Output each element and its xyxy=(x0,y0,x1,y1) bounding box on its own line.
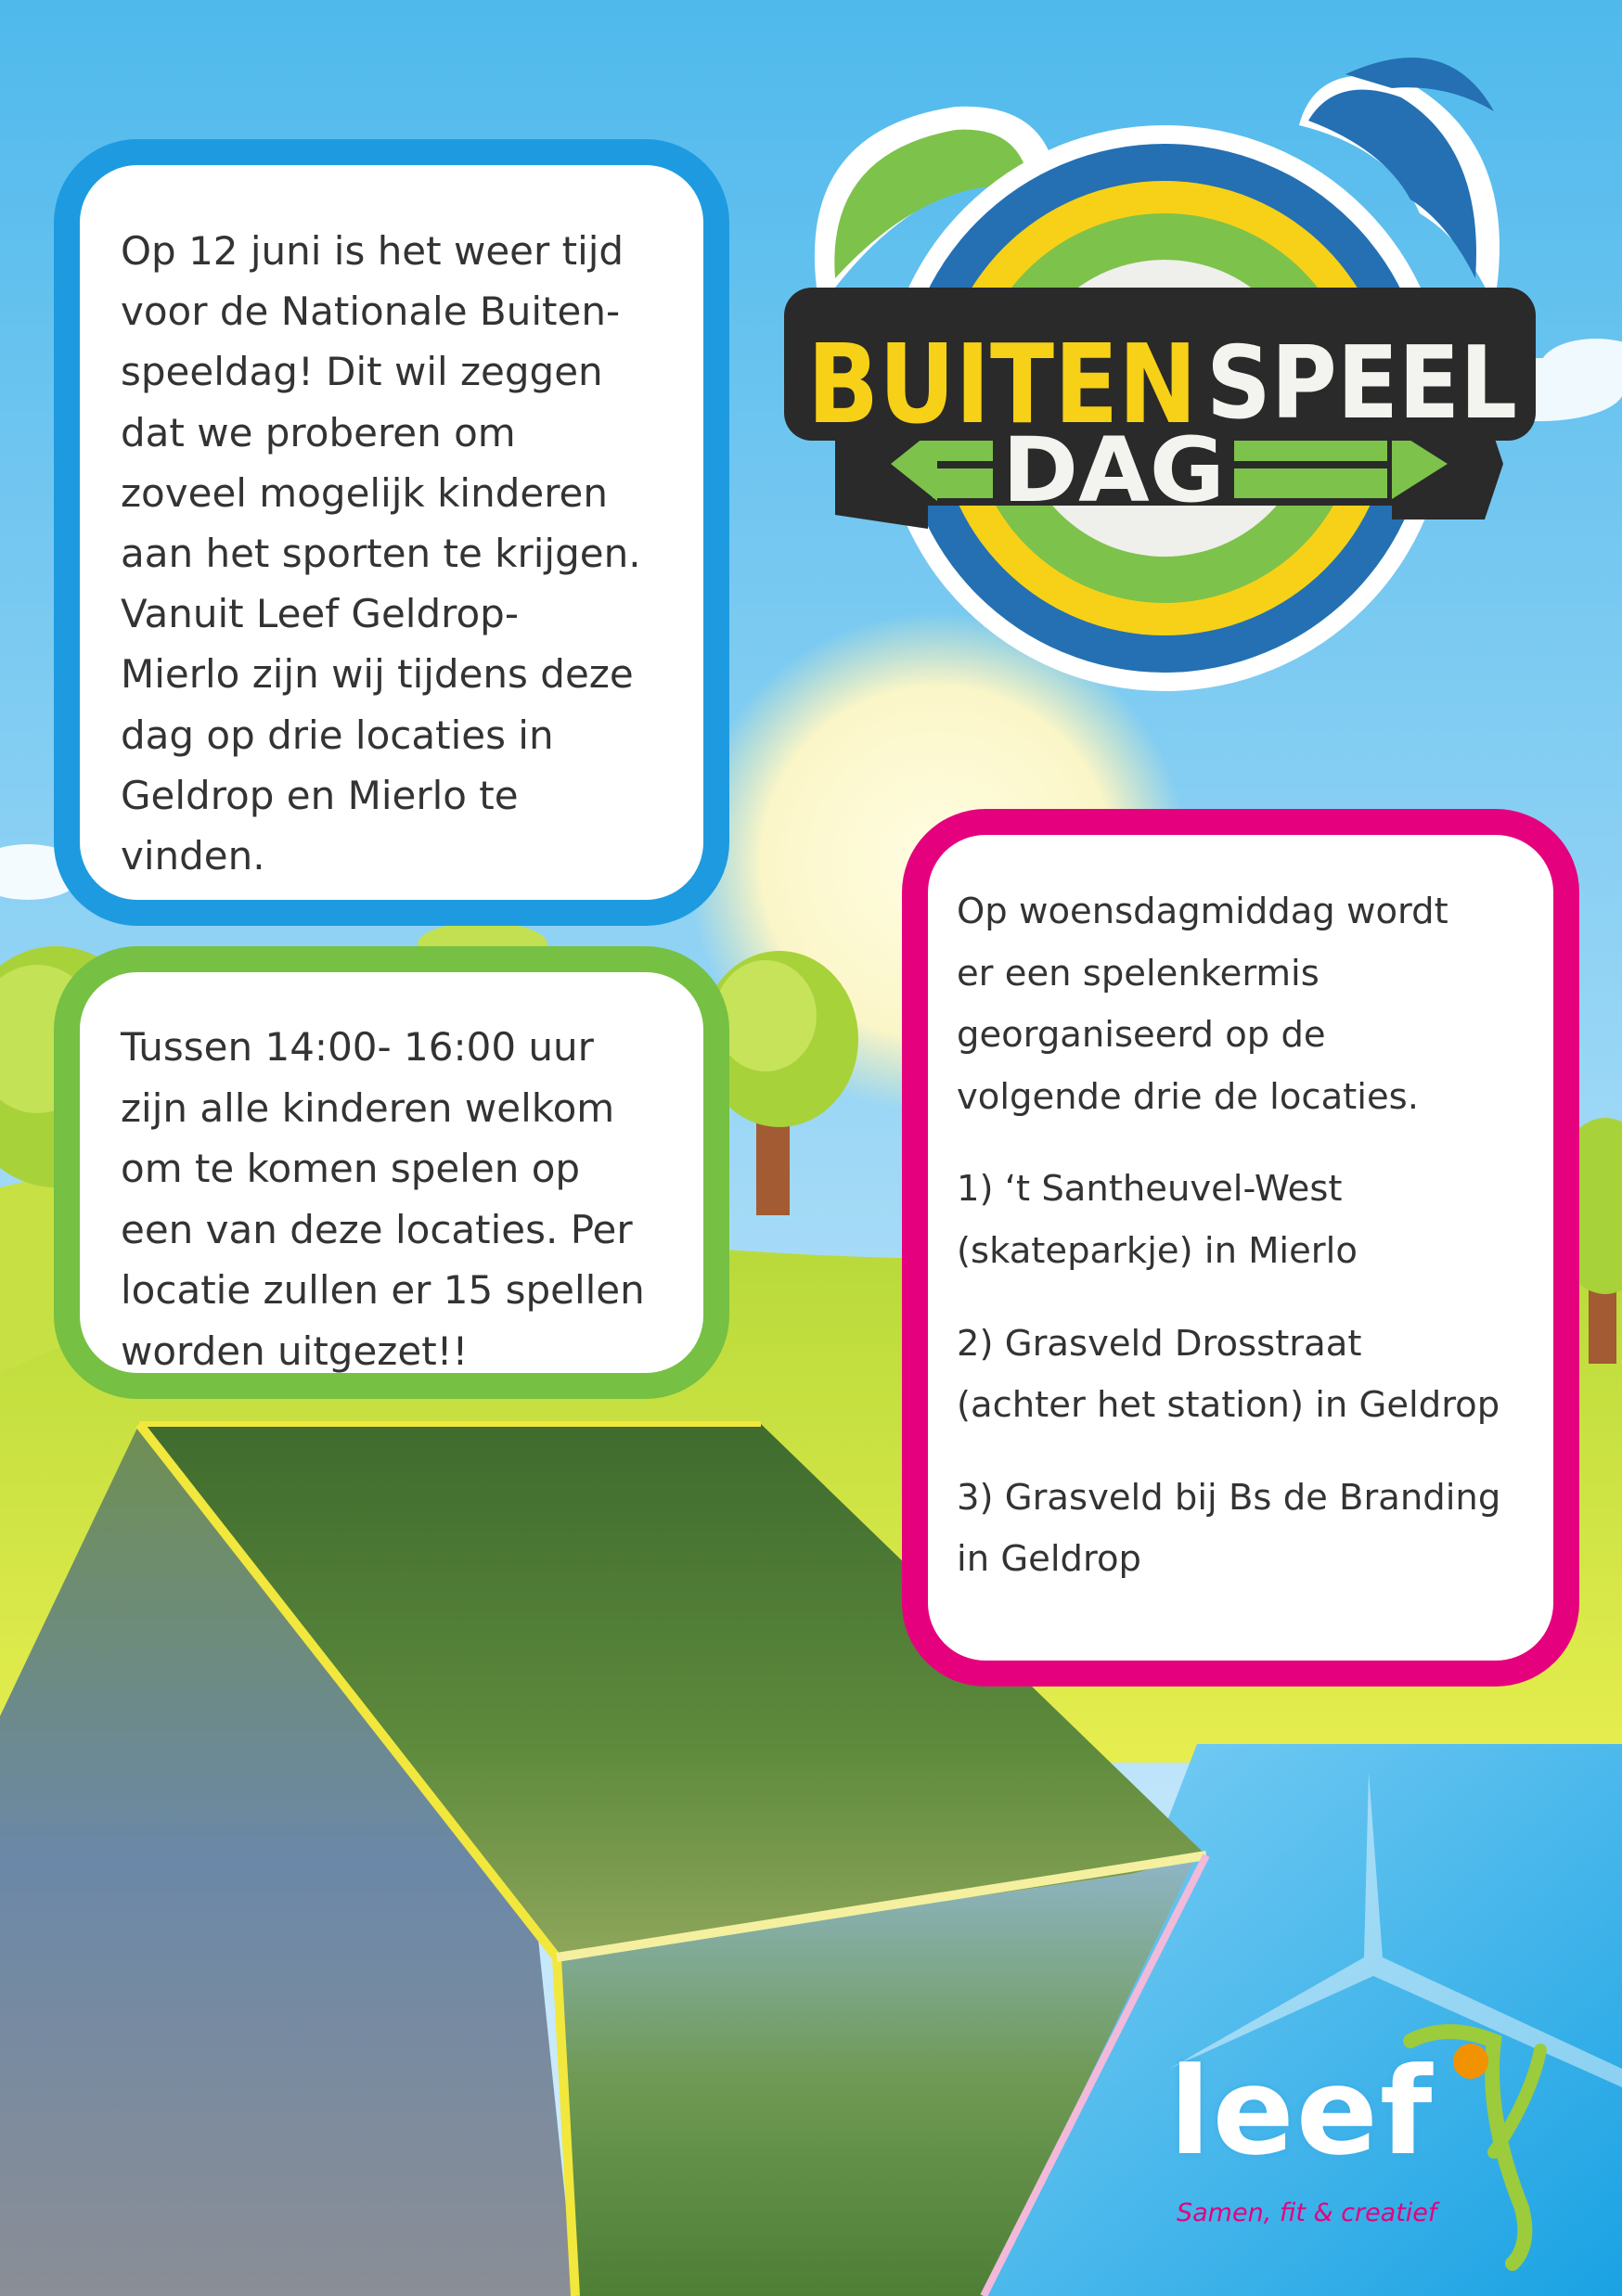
locations-card xyxy=(902,809,1579,1687)
intro-text-line: Geldrop en Mierlo te xyxy=(121,772,519,818)
logo-word-buiten: BUITEN xyxy=(807,320,1197,448)
leef-brand-logo xyxy=(1169,2004,1559,2254)
time-text-line: om te komen spelen op xyxy=(121,1146,581,1192)
intro-text-line: Mierlo zijn wij tijdens deze xyxy=(121,651,634,698)
intro-text-line: speeldag! Dit wil zeggen xyxy=(121,349,603,395)
location-item xyxy=(957,1159,1553,1282)
time-text-line: zijn alle kinderen welkom xyxy=(121,1084,615,1131)
intro-text-line: Op 12 juni is het weer tijd xyxy=(121,228,624,274)
location-item xyxy=(957,1468,1553,1591)
location-name: 2) Grasveld Drosstraat xyxy=(957,1322,1362,1365)
time-text-line: worden uitgezet!! xyxy=(121,1328,469,1374)
logo-word-speel: SPEEL xyxy=(1206,326,1517,442)
leef-wordmark: leef xyxy=(1169,2041,1435,2182)
intro-card xyxy=(54,139,729,926)
locations-intro-line: volgende drie de locaties. xyxy=(957,1075,1419,1118)
location-name: 3) Grasveld bij Bs de Branding xyxy=(957,1476,1501,1519)
intro-text-line: dag op drie locaties in xyxy=(121,712,554,758)
time-text-line: Tussen 14:00- 16:00 uur xyxy=(121,1024,594,1070)
locations-intro-line: Op woensdagmiddag wordt xyxy=(957,891,1448,932)
intro-text-line: dat we proberen om xyxy=(121,409,516,455)
locations-intro-line: er een spelenkermis xyxy=(957,952,1319,994)
location-detail: (achter het station) in Geldrop xyxy=(957,1384,1500,1427)
time-text-line: een van deze locaties. Per xyxy=(121,1206,633,1252)
intro-text-line: voor de Nationale Buiten- xyxy=(121,289,621,335)
location-detail: (skateparkje) in Mierlo xyxy=(957,1229,1358,1272)
locations-intro-line: georganiseerd op de xyxy=(957,1014,1326,1057)
location-detail: in Geldrop xyxy=(957,1538,1141,1581)
locations-intro xyxy=(957,881,1553,1128)
location-name: 1) ‘t Santheuvel-West xyxy=(957,1168,1343,1211)
intro-text-line: zoveel mogelijk kinderen xyxy=(121,469,608,516)
location-item xyxy=(957,1314,1553,1437)
time-card xyxy=(54,946,729,1399)
intro-text-line: Vanuit Leef Geldrop- xyxy=(121,591,519,637)
logo-word-dag: DAG xyxy=(1002,418,1225,522)
leef-tagline: Samen, fit & creatief xyxy=(1177,2199,1437,2227)
intro-text-line: vinden. xyxy=(121,833,265,879)
time-text-line: locatie zullen er 15 spellen xyxy=(121,1267,645,1314)
intro-text-line: aan het sporten te krijgen. xyxy=(121,531,641,577)
